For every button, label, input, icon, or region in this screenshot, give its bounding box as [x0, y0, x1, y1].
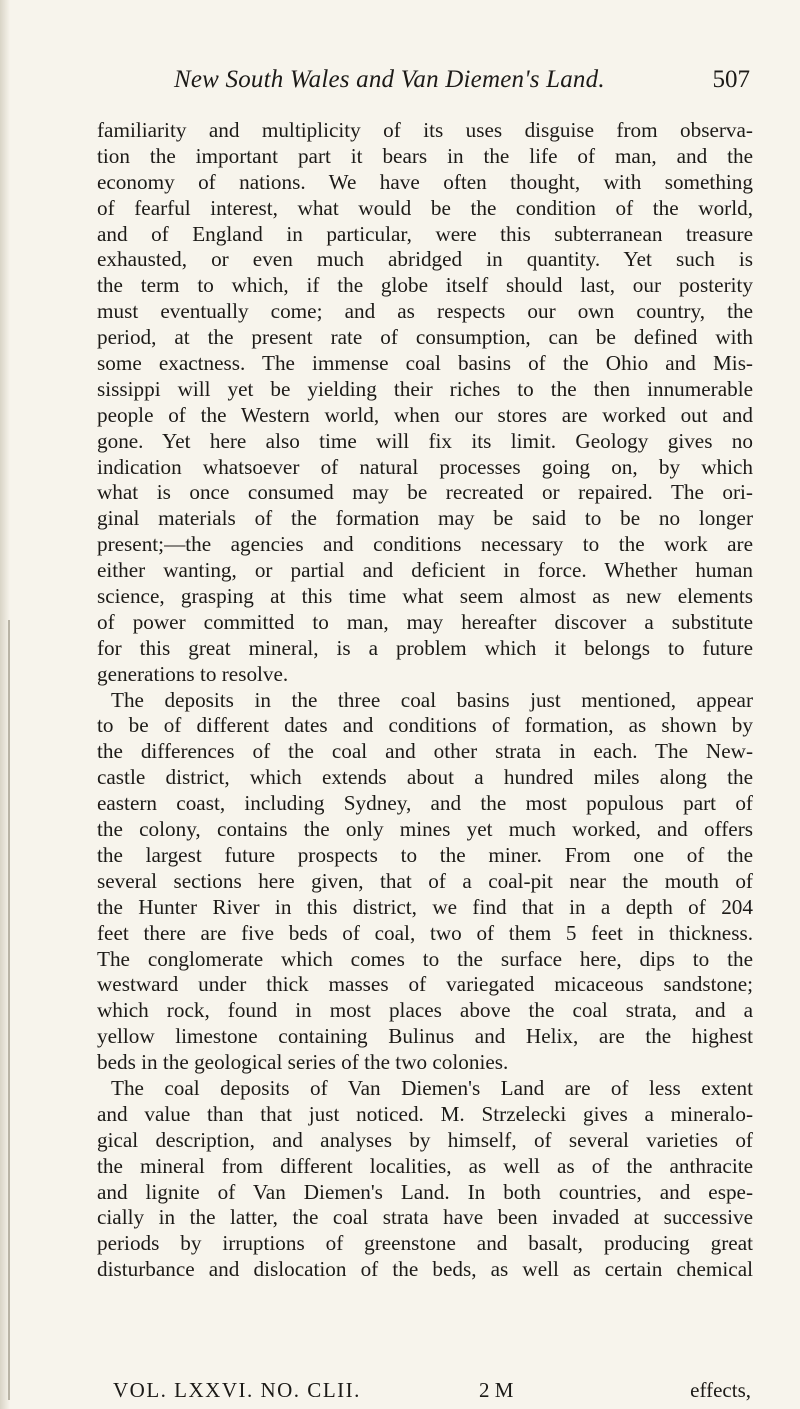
text-line: economy of nations. We have often thought, with something	[97, 169, 753, 194]
text-line: people of the Western world, when our stores are worked out and	[97, 402, 753, 427]
text-line: the largest future prospects to the miner. From one of the	[97, 842, 753, 867]
text-line: and value than that just noticed. M. Strzelecki gives a mineralo-	[97, 1101, 753, 1126]
text-line: gical description, and analyses by himself, of several varieties of	[97, 1127, 753, 1152]
volume-signature: VOL. LXXVI. NO. CLII.	[113, 1378, 361, 1402]
text-line: present;—the agencies and conditions necessary to the work are	[97, 532, 753, 557]
text-line: periods by irruptions of greenstone and basalt, producing great	[97, 1231, 753, 1256]
catchword: effects,	[690, 1378, 751, 1402]
text-line: disturbance and dislocation of the beds, as well as certain chemical	[97, 1257, 753, 1282]
signature-mark: 2 M	[479, 1378, 514, 1402]
paragraph-end-line: generations to resolve.	[97, 661, 289, 686]
text-line: science, grasping at this time what seem almost as new elements	[97, 584, 753, 609]
text-line: what is once consumed may be recreated or repaired. The ori-	[97, 480, 753, 505]
text-line: of power committed to man, may hereafter discover a substitute	[97, 609, 753, 634]
text-line: the term to which, if the globe itself should last, our posterity	[97, 273, 753, 298]
paragraph-end-line: beds in the geological series of the two colonies.	[97, 1050, 509, 1075]
text-line: several sections here given, that of a coal-pit near the mouth of	[97, 868, 753, 893]
text-line: either wanting, or partial and deficient in force. Whether human	[97, 558, 753, 583]
page-number: 507	[712, 66, 750, 93]
text-line: to be of different dates and conditions of formation, as shown by	[97, 713, 753, 738]
page-footer	[113, 1378, 751, 1406]
text-line: and lignite of Van Diemen's Land. In both countries, and espe-	[97, 1179, 753, 1204]
text-line: cially in the latter, the coal strata have been invaded at successive	[97, 1205, 753, 1230]
margin-line	[8, 620, 10, 1400]
running-title: New South Wales and Van Diemen's Land.	[174, 66, 605, 93]
text-line: which rock, found in most places above the coal strata, and a	[97, 998, 753, 1023]
text-line: indication whatsoever of natural processes going on, by which	[97, 454, 753, 479]
text-line: westward under thick masses of variegated micaceous sandstone;	[97, 972, 753, 997]
paragraph-start-line: The deposits in the three coal basins just mentioned, appear	[111, 687, 753, 712]
text-line: period, at the present rate of consumption, can be defined with	[97, 325, 753, 350]
text-line: sissippi will yet be yielding their riches to the then innumerable	[97, 376, 753, 401]
text-line: castle district, which extends about a hundred miles along the	[97, 765, 753, 790]
text-line: tion the important part it bears in the life of man, and the	[97, 143, 753, 168]
text-line: the mineral from different localities, as well as of the anthracite	[97, 1153, 753, 1178]
text-line: eastern coast, including Sydney, and the most populous part of	[97, 791, 753, 816]
text-line: feet there are five beds of coal, two of them 5 feet in thickness.	[97, 920, 753, 945]
text-line: gone. Yet here also time will fix its limit. Geology gives no	[97, 428, 753, 453]
text-line: for this great mineral, is a problem which it belongs to future	[97, 635, 753, 660]
text-line: The conglomerate which comes to the surface here, dips to the	[97, 946, 753, 971]
text-line: and of England in particular, were this subterranean treasure	[97, 221, 753, 246]
text-line: some exactness. The immense coal basins of the Ohio and Mis-	[97, 351, 753, 376]
paragraph-start-line: The coal deposits of Van Diemen's Land are of less extent	[111, 1075, 753, 1100]
text-line: ginal materials of the formation may be said to be no longer	[97, 506, 753, 531]
text-line: yellow limestone containing Bulinus and Helix, are the highest	[97, 1024, 753, 1049]
page-header	[160, 66, 750, 106]
text-line: the Hunter River in this district, we find that in a depth of 204	[97, 894, 753, 919]
text-line: exhausted, or even much abridged in quantity. Yet such is	[97, 247, 753, 272]
text-line: familiarity and multiplicity of its uses disguise from observa-	[97, 118, 753, 142]
text-line: of fearful interest, what would be the condition of the world,	[97, 195, 753, 220]
text-line: the differences of the coal and other strata in each. The New-	[97, 739, 753, 764]
text-line: the colony, contains the only mines yet much worked, and offers	[97, 817, 753, 842]
text-line: must eventually come; and as respects our own country, the	[97, 299, 753, 324]
body-text	[97, 118, 753, 1283]
